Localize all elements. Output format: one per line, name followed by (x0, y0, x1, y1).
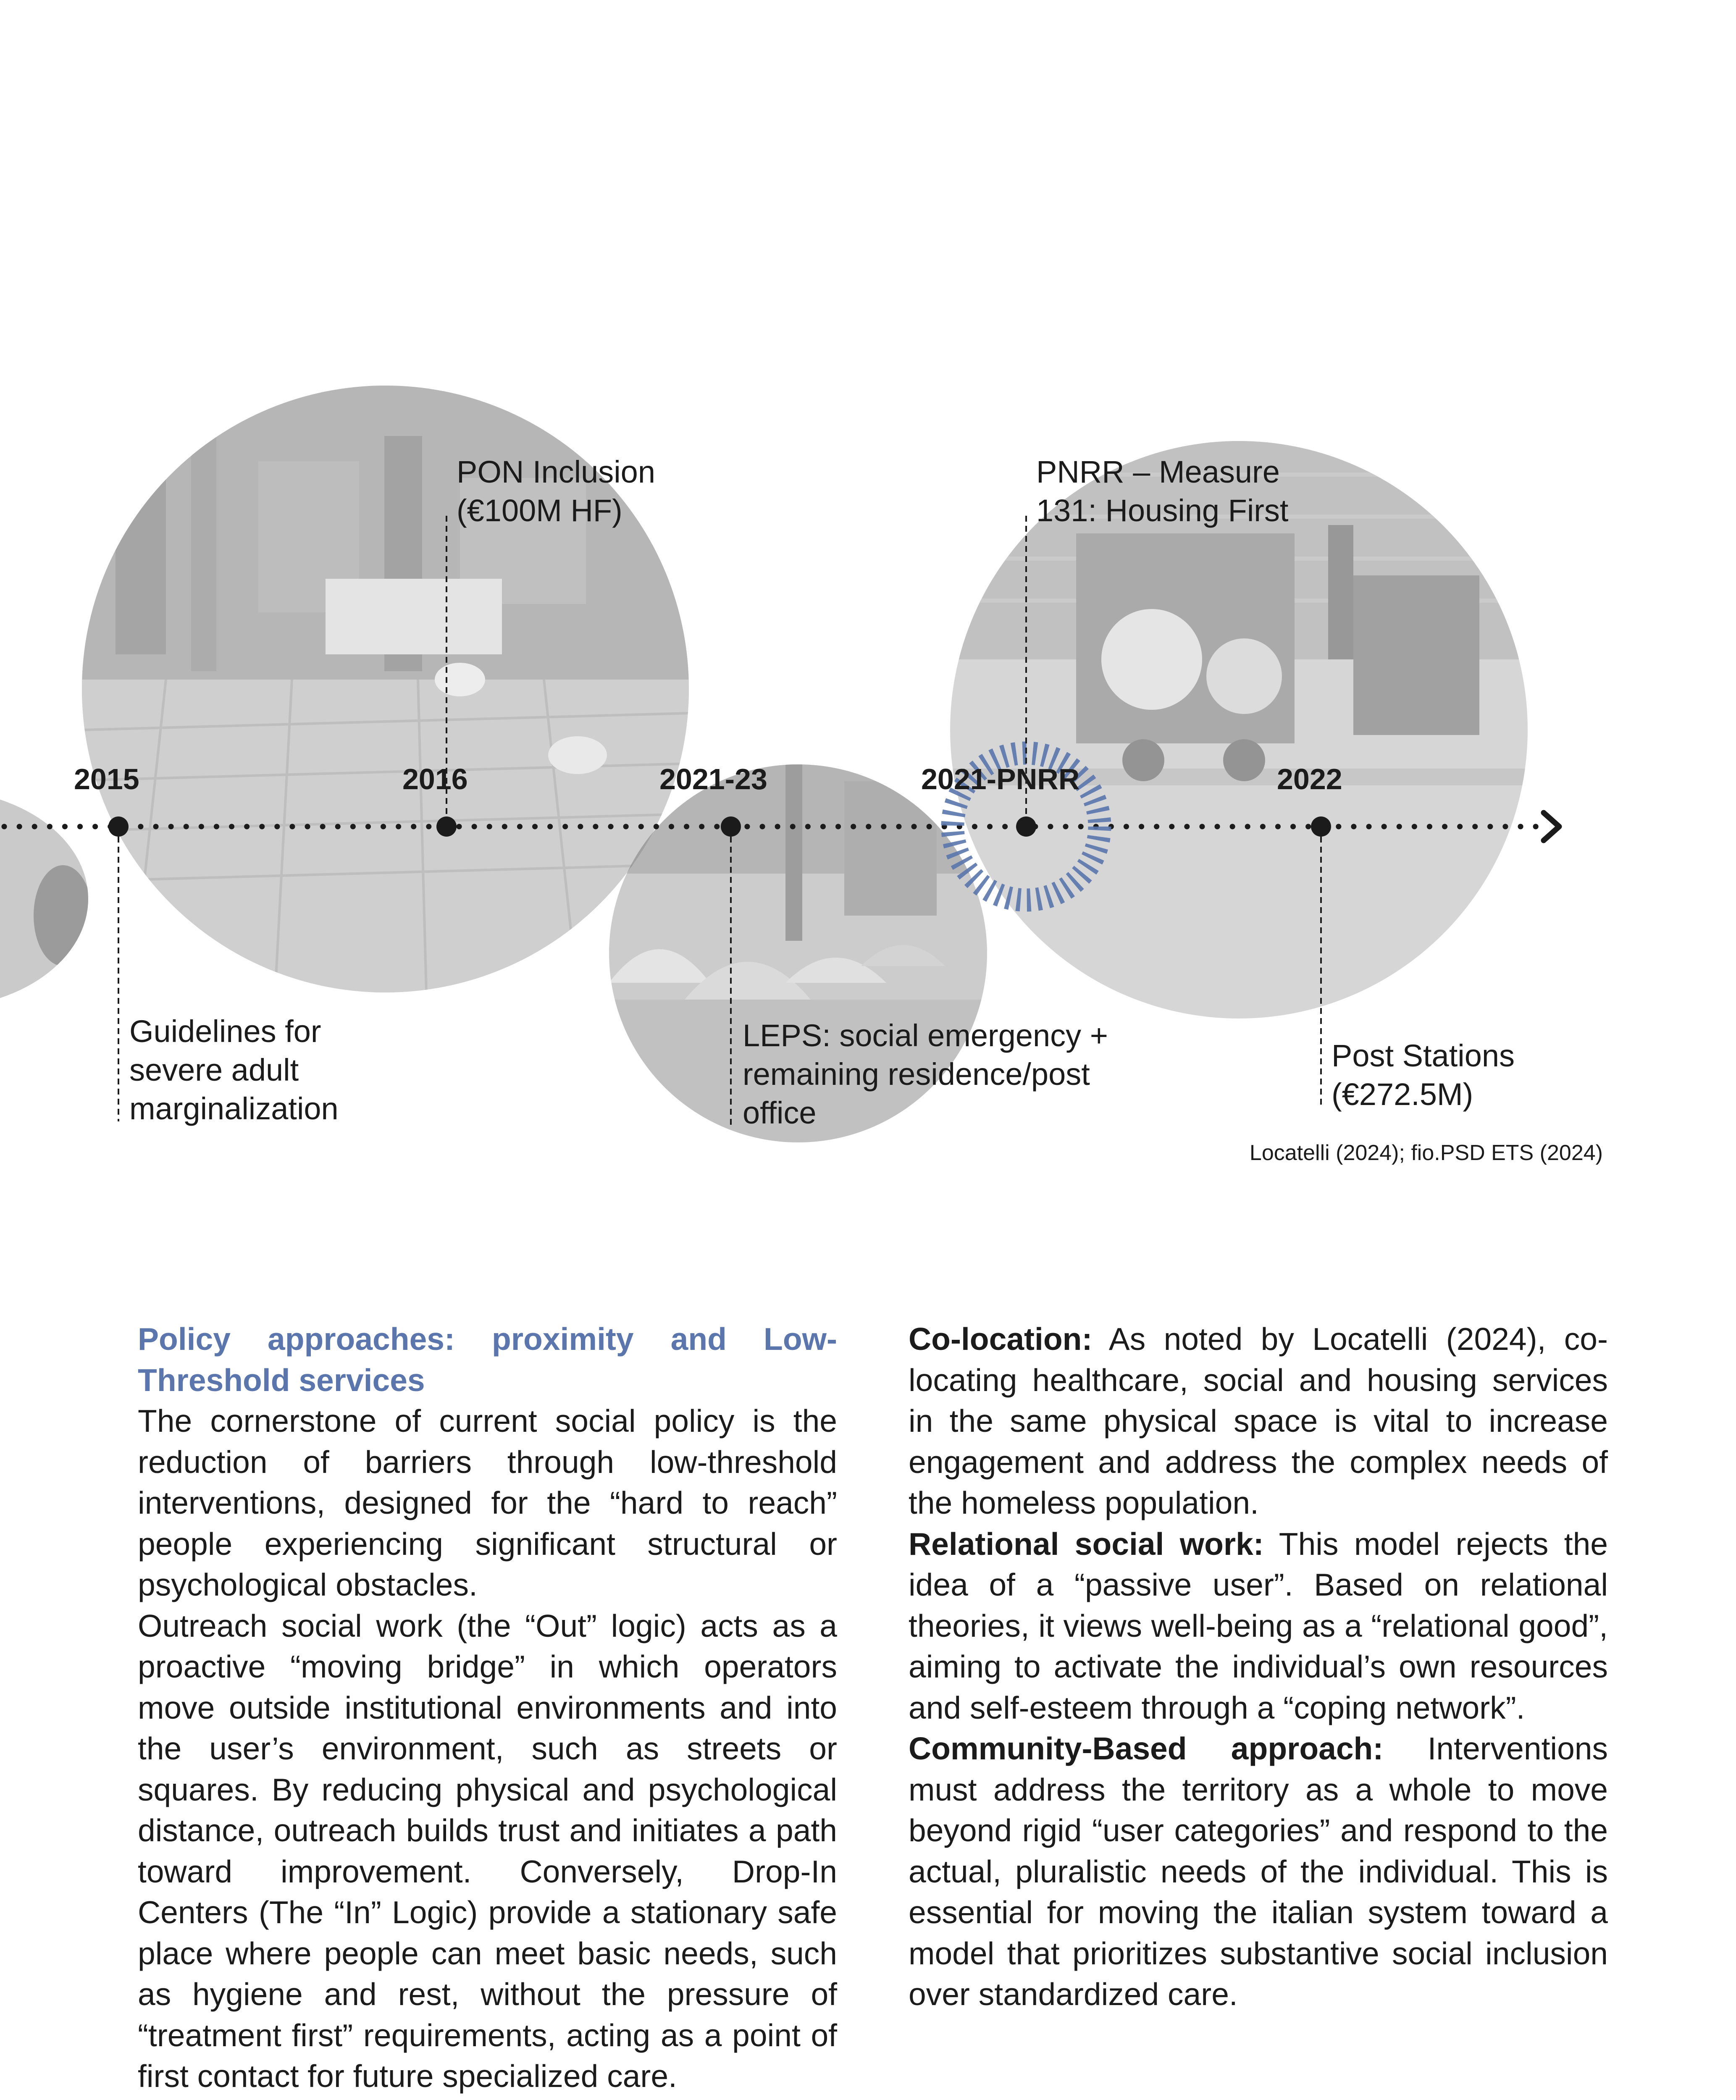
left-column (138, 1319, 837, 2100)
paragraph-outreach: Outreach social work (the “Out” logic) acts as a proactive “moving bridge” in which operators move outside institutional environments and into the user’s environment, such as streets or squares. By reducing physical and psychological distance, outreach builds trust and initiates a path toward improvement. Conversely, Drop-In Centers (The “In” Logic) provide a stationary safe place where people can meet basic needs, such as hygiene and rest, without the pressure of “treatment first” requirements, acting as a point of first contact for future specialized care. (138, 1608, 837, 2094)
event-post-stations: Post Stations (€272.5M) (1332, 1038, 1515, 1112)
event-guidelines: Guidelines for severe adult marginalization (129, 1014, 339, 1126)
label-community-based: Community-Based approach: (909, 1731, 1384, 1766)
timeline-point-2021-pnrr (1016, 816, 1036, 837)
event-pnrr-measure: PNRR – Measure 131: Housing First (1036, 454, 1289, 528)
timeline-point-2015 (108, 816, 129, 837)
paragraph-co-location: Co-location: As noted by Locatelli (2024), co-locating healthcare, social and housing services in the same physical space is vital to increase engagement and address the complex needs of the homeless population. (909, 1321, 1608, 1520)
year-label-2015: 2015 (74, 763, 139, 795)
paragraph-relational-social-work: Relational social work: This model rejects the idea of a “passive user”. Based on relational theories, it views well-being as a “relational good”, aiming to activate the individual’s own resources and self-esteem through a “coping network”. (909, 1526, 1608, 1725)
timeline-point-2016 (436, 816, 457, 837)
year-label-2021-23: 2021-23 (659, 763, 767, 795)
timeline-point-2022 (1311, 816, 1331, 837)
right-column (909, 1319, 1608, 2015)
timeline-source: Locatelli (2024); fio.PSD ETS (2024) (1249, 1141, 1603, 1165)
event-pon-inclusion: PON Inclusion (€100M HF) (457, 454, 655, 528)
label-relational-social-work: Relational social work: (909, 1526, 1264, 1562)
year-label-2021-pnrr: 2021-PNRR (921, 763, 1080, 795)
timeline-arrow-icon (1544, 813, 1559, 840)
heading-policy-approaches: Policy approaches: proximity and Low-Threshold services (138, 1321, 837, 1398)
paragraph-cornerstone: The cornerstone of current social policy is the reduction of barriers through low-threshold interventions, designed for the “hard to reach” people experiencing significant structural or psychological obstacles. (138, 1403, 837, 1602)
paragraph-community-based: Community-Based approach: Interventions must address the territory as a whole to move beyond rigid “user categories” and respond to the actual, pluralistic needs of the individual. This is essential for moving the italian system toward a model that prioritizes substantive social inclusion over standardized care. (909, 1731, 1608, 2012)
year-label-2022: 2022 (1277, 763, 1342, 795)
label-co-location: Co-location: (909, 1321, 1093, 1357)
timeline-point-2021-23 (721, 816, 741, 837)
year-label-2016: 2016 (402, 763, 468, 795)
event-leps: LEPS: social emergency + remaining residence/post office (743, 1018, 1108, 1130)
